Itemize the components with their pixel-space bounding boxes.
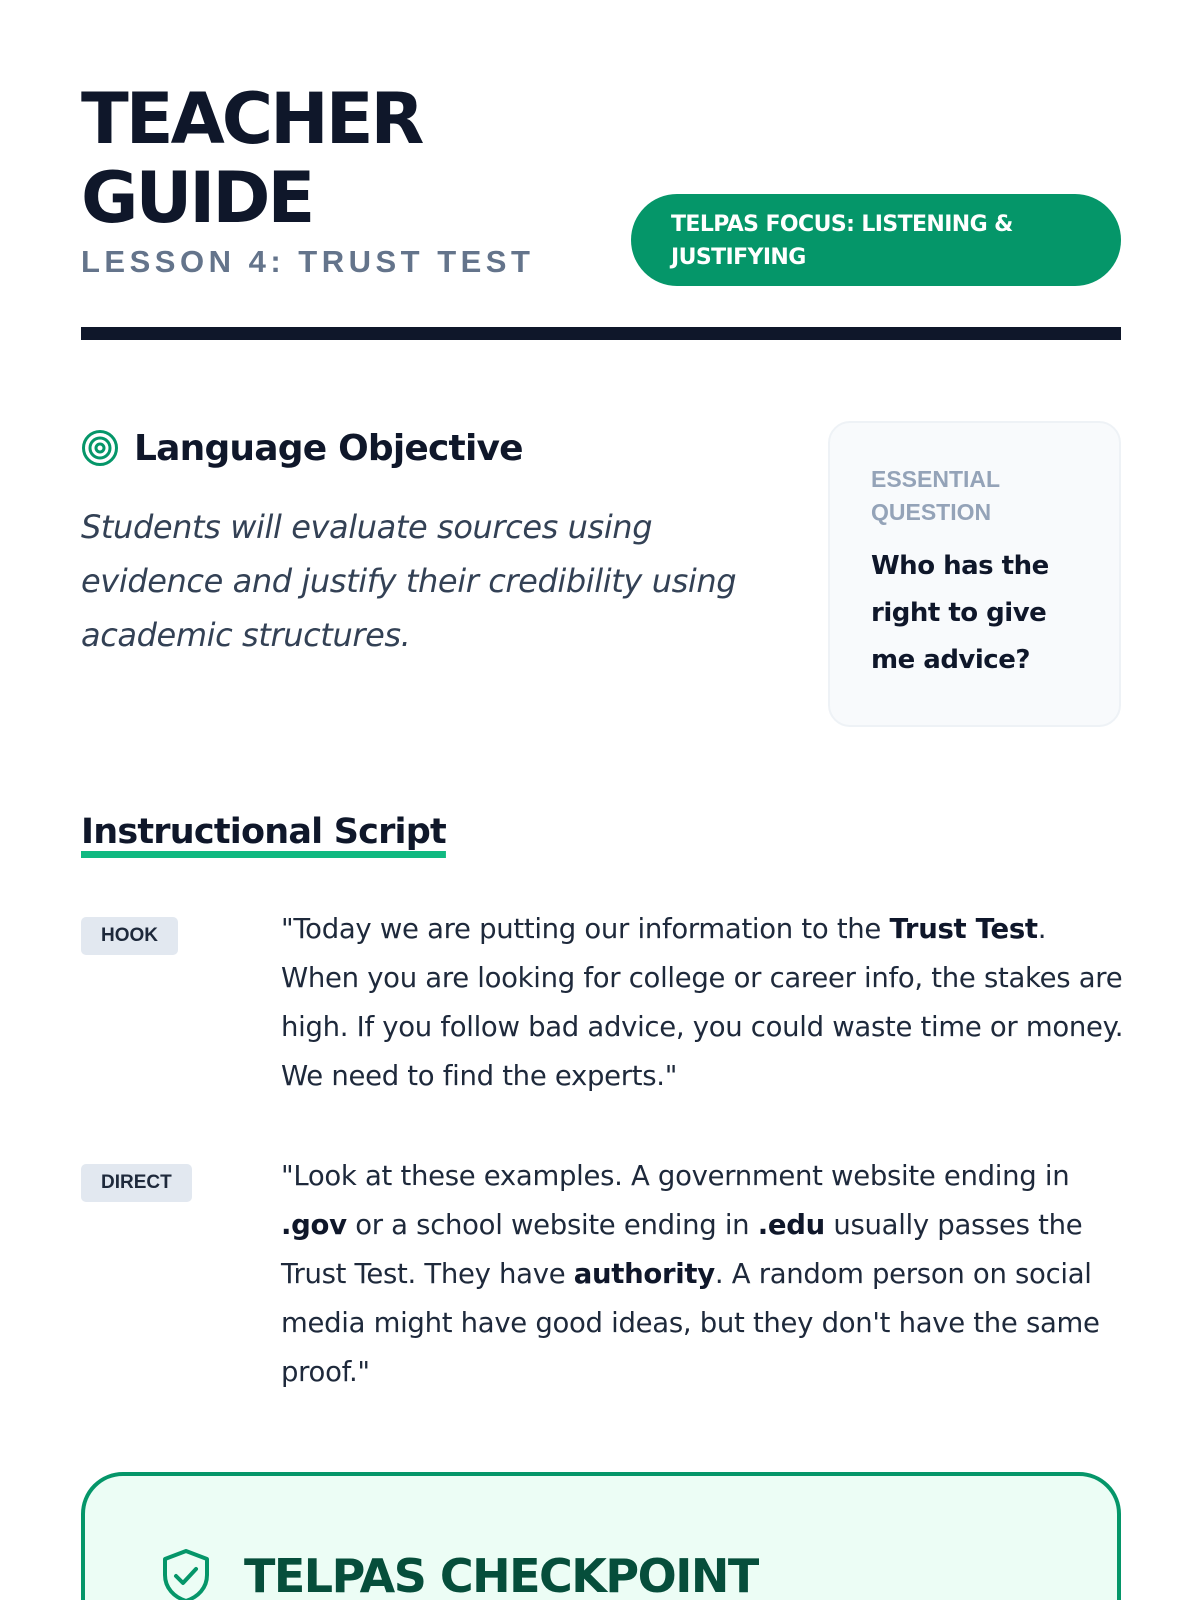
script-text-segment: or a school website ending in — [346, 1209, 758, 1241]
script-text-bold: .edu — [757, 1209, 825, 1241]
language-objective-title: Language Objective — [134, 427, 523, 469]
page-title — [81, 80, 421, 238]
language-objective-heading — [81, 424, 523, 472]
script-text-direct — [281, 1152, 1126, 1397]
essential-question-label: ESSENTIAL QUESTION — [871, 466, 1000, 525]
header-divider — [81, 327, 1121, 340]
telpas-checkpoint-heading — [161, 1548, 758, 1600]
script-text-segment: "Look at these examples. A government website ending in — [281, 1160, 1070, 1192]
script-text-bold: authority — [573, 1258, 715, 1290]
shield-check-icon — [161, 1548, 211, 1600]
script-text-bold: Trust Test — [889, 913, 1038, 945]
telpas-checkpoint-title: TELPAS CHECKPOINT — [244, 1549, 758, 1600]
script-text-bold: .gov — [281, 1209, 347, 1241]
language-objective-text: Students will evaluate sources using evidence and justify their credibility using academic structures. — [81, 508, 737, 654]
page-title-line-2: GUIDE — [81, 157, 313, 239]
target-icon — [81, 429, 119, 467]
lesson-subtitle: LESSON 4: TRUST TEST — [81, 244, 535, 279]
essential-question-text: Who has the right to give me advice? — [871, 551, 1049, 675]
telpas-checkpoint-box — [81, 1472, 1121, 1600]
script-text-segment: usually passes the Trust Test. They have — [281, 1209, 1083, 1290]
script-text-segment: . When you are looking for college or career info, the stakes are high. If you follow bad advice, you could waste time or money. We need to find the experts." — [281, 913, 1124, 1092]
script-tag-hook: HOOK — [81, 917, 178, 955]
teacher-guide-page — [81, 0, 1124, 1600]
essential-question-card — [828, 421, 1121, 727]
script-tag-direct: DIRECT — [81, 1164, 192, 1202]
script-text-hook — [281, 905, 1126, 1101]
script-text-segment: "Today we are putting our information to the — [281, 913, 890, 945]
instructional-script-heading: Instructional Script — [81, 812, 446, 852]
page-title-line-1: TEACHER — [81, 78, 422, 160]
telpas-focus-badge: TELPAS FOCUS: LISTENING & JUSTIFYING — [631, 194, 1121, 286]
script-text-segment: . A random person on social media might have good ideas, but they don't have the same proof." — [281, 1258, 1100, 1388]
